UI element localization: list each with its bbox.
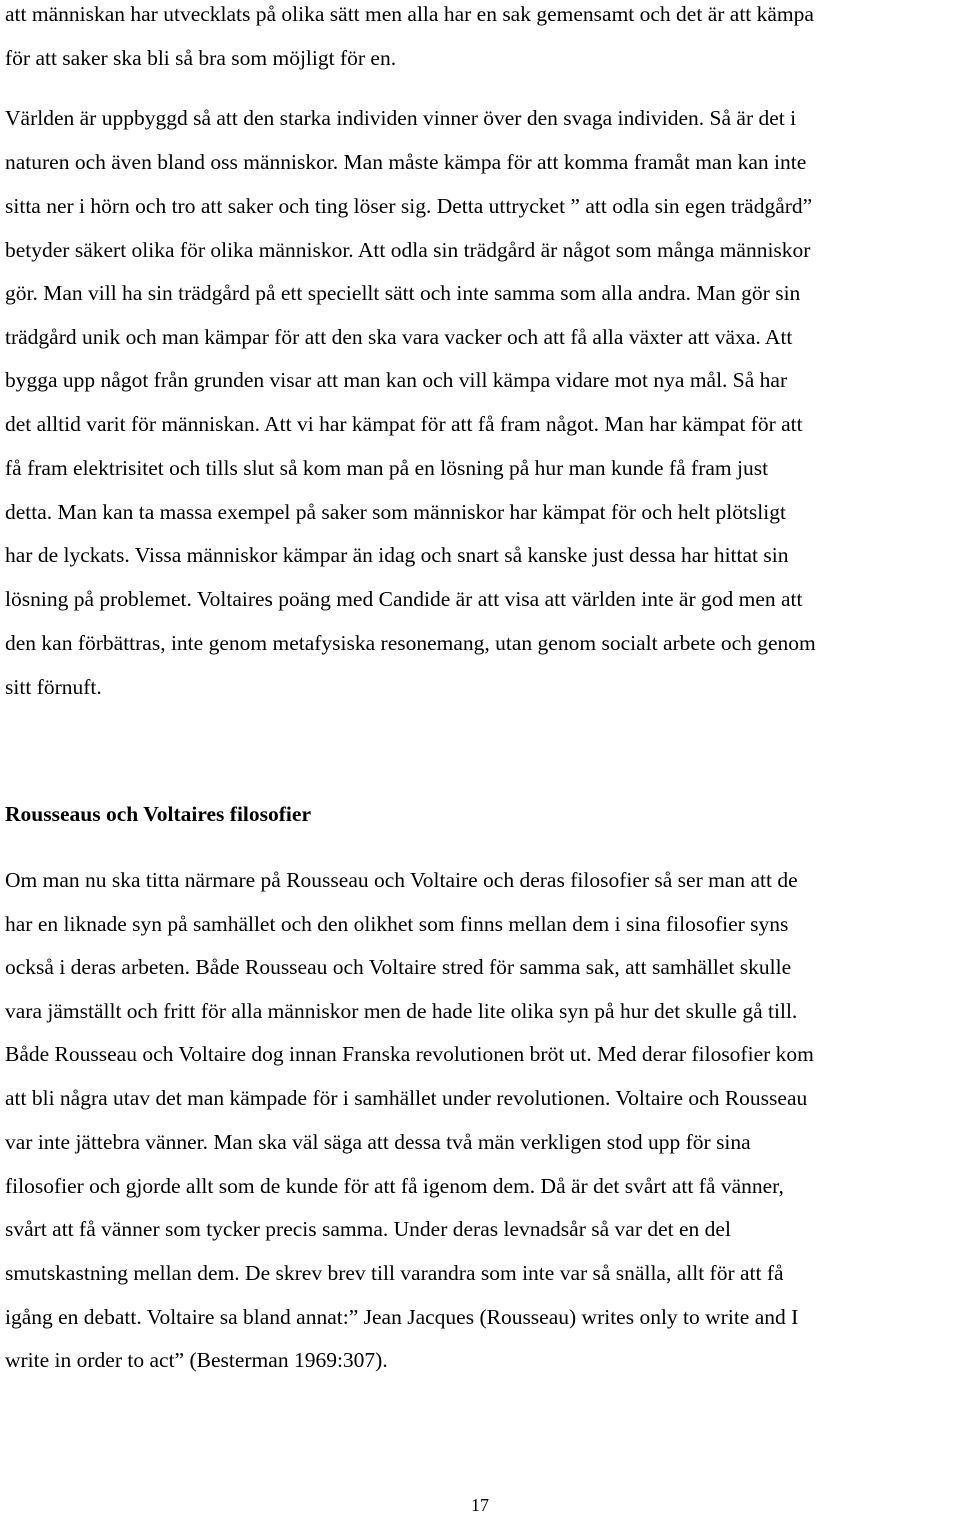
text-line: naturen och även bland oss människor. Man måste kämpa för att komma framåt man kan inte: [5, 150, 807, 174]
text-line: Världen är uppbyggd så att den starka individen vinner över den svaga individen. Så är det i: [5, 106, 797, 130]
text-line: var inte jättebra vänner. Man ska väl säga att dessa två män verkligen stod upp för sina: [5, 1130, 751, 1154]
text-line: vara jämställt och fritt för alla människor men de hade lite olika syn på hur det skulle gå till.: [5, 999, 798, 1023]
text-line: gör. Man vill ha sin trädgård på ett speciellt sätt och inte samma som alla andra. Man gör sin: [5, 281, 801, 305]
text-line: igång en debatt. Voltaire sa bland annat:” Jean Jacques (Rousseau) writes only to write and I: [5, 1305, 799, 1329]
text-line: bygga upp något från grunden visar att man kan och vill kämpa vidare mot nya mål. Så har: [5, 368, 788, 392]
text-line: för att saker ska bli så bra som möjligt för en.: [5, 46, 397, 70]
page-number: 17: [471, 1495, 489, 1515]
text-line: detta. Man kan ta massa exempel på saker som människor har kämpat för och helt plötsligt: [5, 500, 786, 524]
text-line: trädgård unik och man kämpar för att den ska vara vacker och att få alla växter att växa. Att: [5, 325, 793, 349]
text-line: har en liknade syn på samhället och den olikhet som finns mellan dem i sina filosofier syns: [5, 912, 789, 936]
text-line: Både Rousseau och Voltaire dog innan Franska revolutionen bröt ut. Med derar filosofier kom: [5, 1042, 814, 1066]
text-line: har de lyckats. Vissa människor kämpar än idag och snart så kanske just dessa har hittat sin: [5, 543, 789, 567]
text-line: smutskastning mellan dem. De skrev brev till varandra som inte var så snälla, allt för att få: [5, 1261, 784, 1285]
text-line: att bli några utav det man kämpade för i samhället under revolutionen. Voltaire och Rousseau: [5, 1086, 808, 1110]
text-line: få fram elektrisitet och tills slut så kom man på en lösning på hur man kunde få fram just: [5, 456, 769, 480]
text-line: den kan förbättras, inte genom metafysiska resonemang, utan genom socialt arbete och genom: [5, 631, 816, 655]
text-line: också i deras arbeten. Både Rousseau och Voltaire stred för samma sak, att samhället skulle: [5, 955, 792, 979]
text-line: filosofier och gjorde allt som de kunde för att få igenom dem. Då är det svårt att få vänner,: [5, 1174, 784, 1198]
text-line: betyder säkert olika för olika människor. Att odla sin trädgård är något som många människor: [5, 238, 811, 262]
text-line: det alltid varit för människan. Att vi har kämpat för att få fram något. Man har kämpat för att: [5, 412, 803, 436]
text-line: lösning på problemet. Voltaires poäng med Candide är att visa att världen inte är god men att: [5, 587, 803, 611]
text-line: sitta ner i hörn och tro att saker och ting löser sig. Detta uttrycket ” att odla sin egen trädgård”: [5, 194, 813, 218]
text-line: sitt förnuft.: [5, 675, 102, 699]
text-line: att människan har utvecklats på olika sätt men alla har en sak gemensamt och det är att kämpa: [5, 2, 814, 26]
section-heading: Rousseaus och Voltaires filosofier: [5, 802, 311, 826]
text-line: Om man nu ska titta närmare på Rousseau och Voltaire och deras filosofier så ser man att de: [5, 868, 798, 892]
text-line: svårt att få vänner som tycker precis samma. Under deras levnadsår så var det en del: [5, 1217, 731, 1241]
text-line: write in order to act” (Besterman 1969:307).: [5, 1348, 388, 1372]
